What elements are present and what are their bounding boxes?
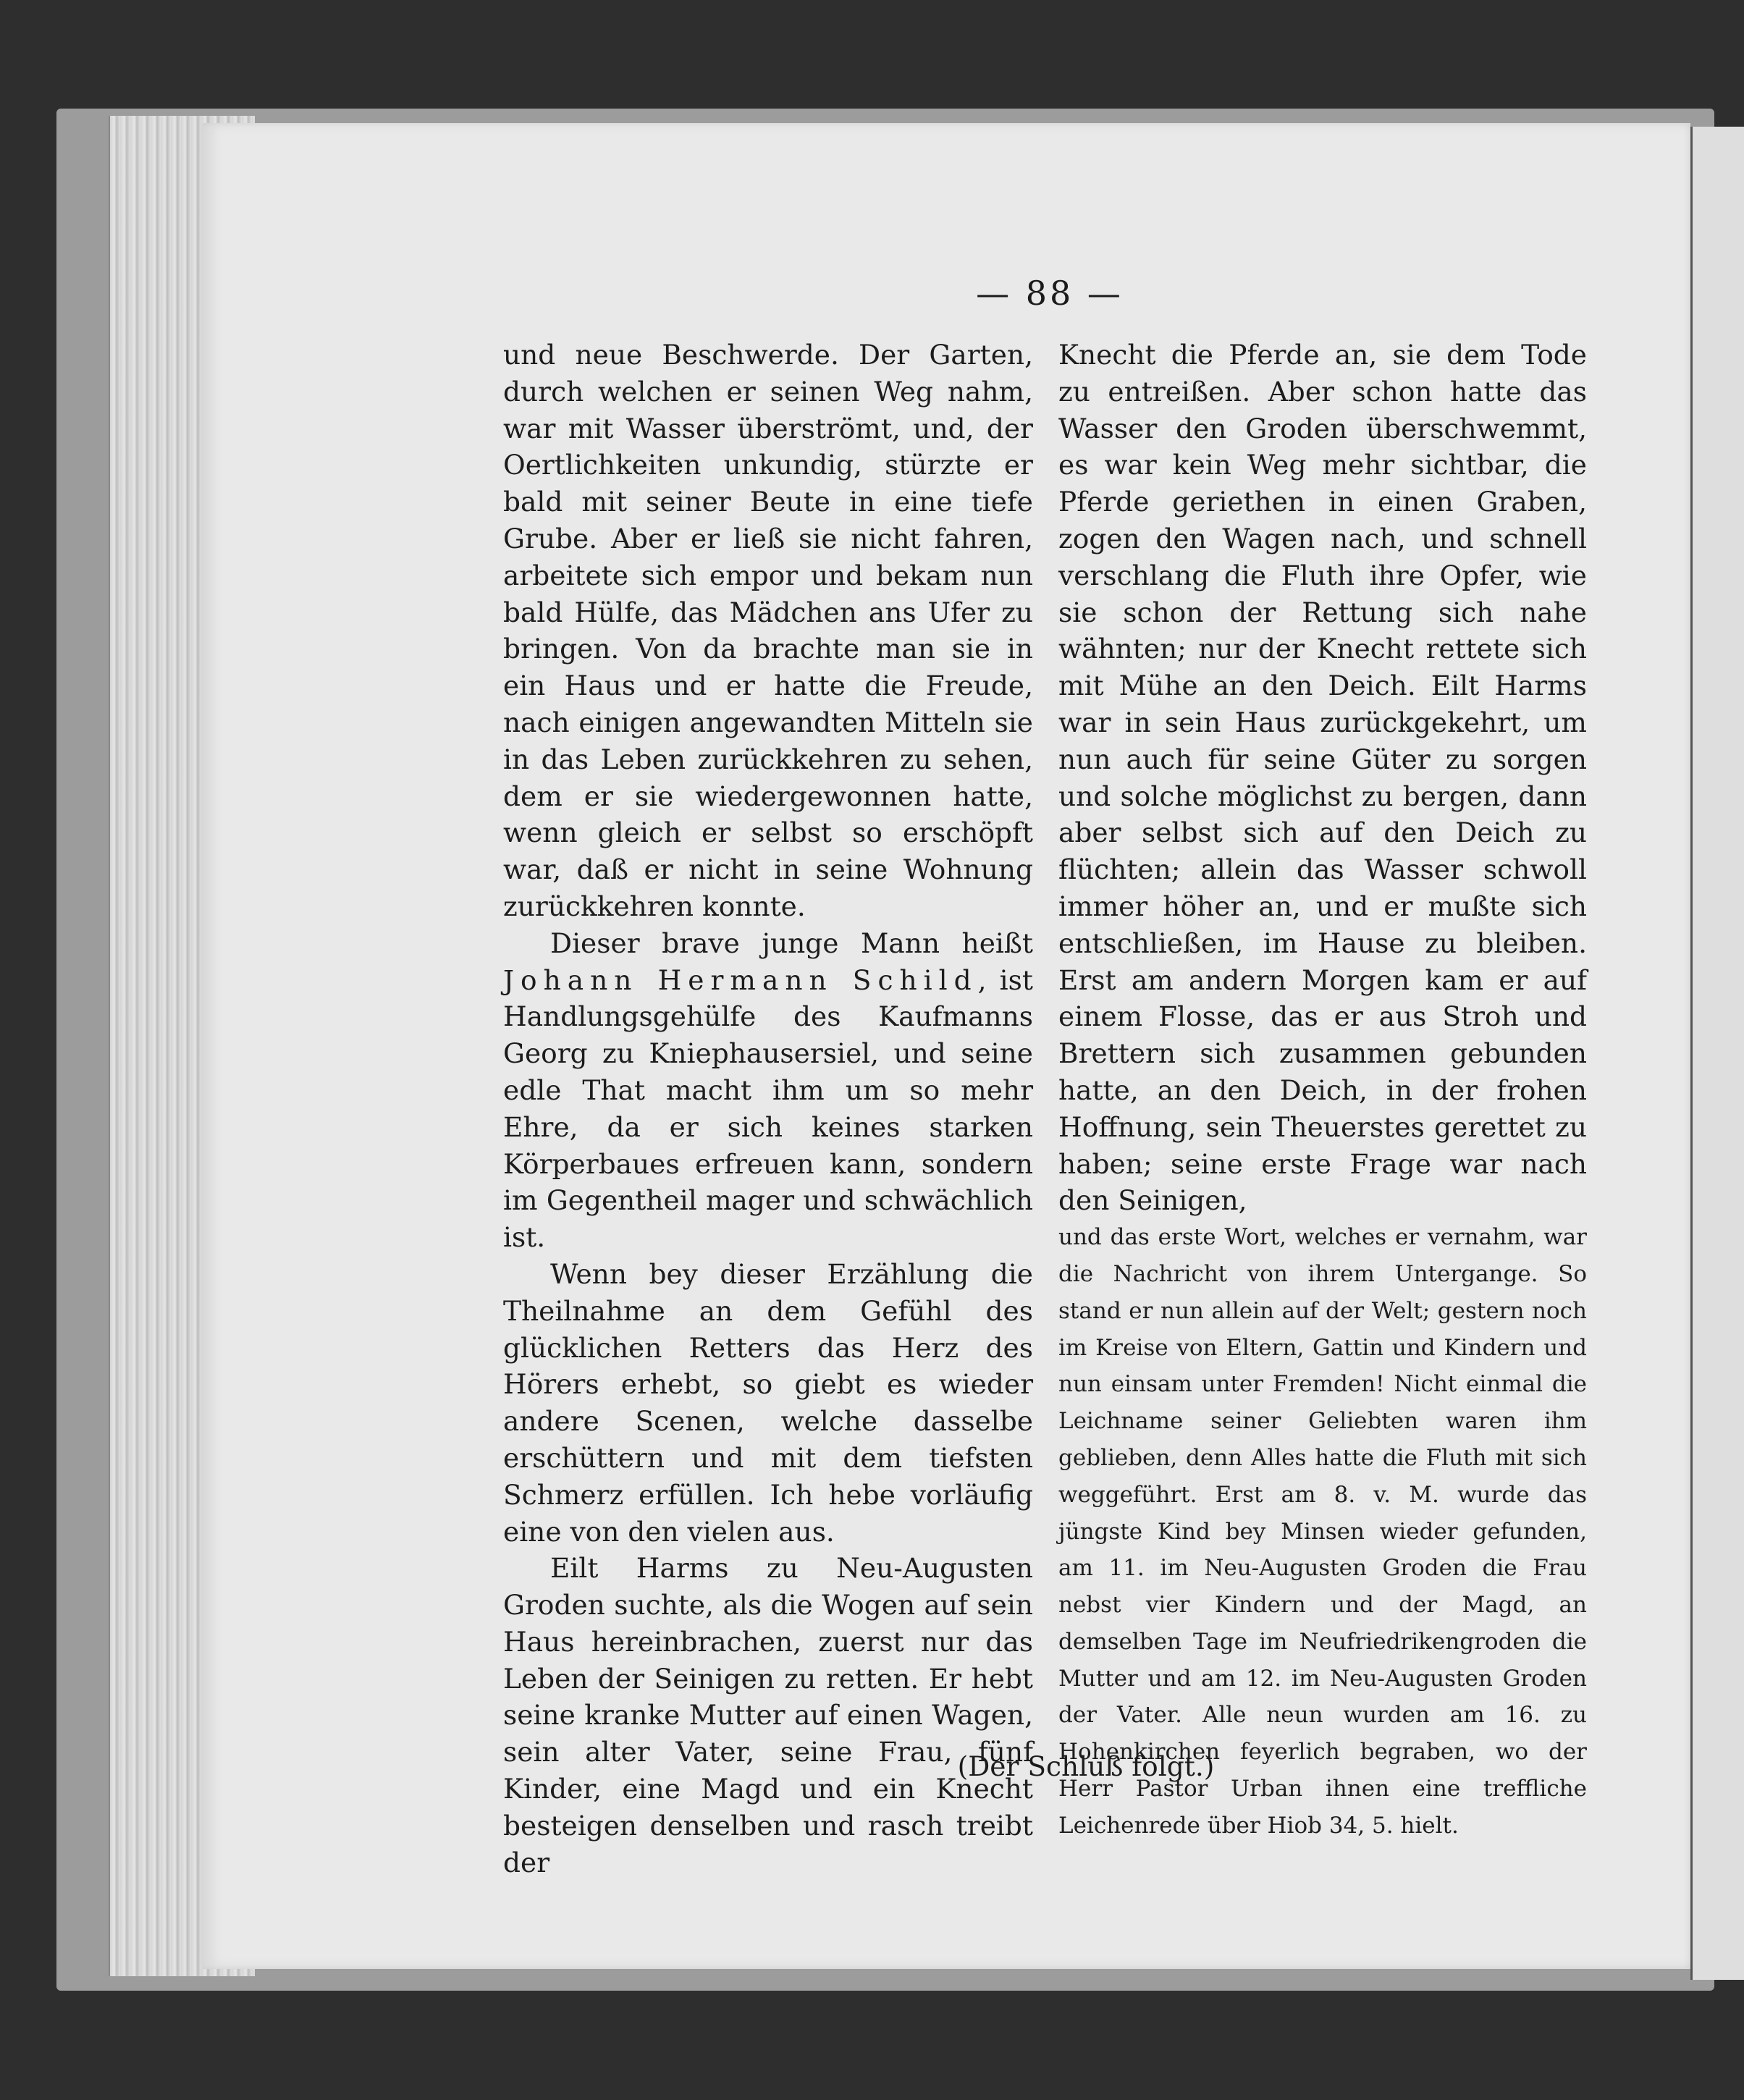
paragraph: Knecht die Pferde an, sie dem Tode zu entreißen. Aber schon hatte das Wasser den Groden überschwemmt, es war kein Weg mehr sichtbar, die Pferde geriethen in einen Graben, zogen den Wagen nach, und schnell verschlang die Fluth ihre Opfer, wie sie schon der Rettung sich nahe wähnten; nur der Knecht rettete sich mit Mühe an den Deich. Eilt Harms war in sein Haus zurückgekehrt, um nun auch für seine Güter zu sorgen und solche möglichst zu bergen, dann aber selbst sich auf den Deich zu flüchten; allein das Wasser schwoll immer höher an, und er mußte sich entschließen, im Hause zu bleiben. Erst am andern Morgen kam er auf einem Flosse, das er aus Stroh und Brettern sich zusammen gebunden hatte, an den Deich, in der frohen Hoffnung, sein Theuerstes gerettet zu haben; seine erste Frage war nach den Seinigen, [1058, 339, 1587, 1217]
left-column [503, 337, 1033, 1881]
paragraph: Wenn bey dieser Erzählung die Theilnahme an dem Gefühl des glücklichen Retters das Herz des Hörers erhebt, so giebt es wieder andere Scenen, welche dasselbe erschüttern und mit dem tiefsten Schmerz erfüllen. Ich hebe vorläufig eine von den vielen aus. [503, 1257, 1033, 1548]
paragraph-text: , ist Handlungsgehülfe des Kaufmanns Georg zu Kniephausersiel, und seine edle That macht ihm um so mehr Ehre, da er sich keines starken Körperbaues erfreuen kann, sondern im Gegentheil mager und schwächlich ist. [503, 963, 1033, 1254]
paragraph: Eilt Harms zu Neu-Augusten Groden suchte, als die Wogen auf sein Haus hereinbrachen, zuerst nur das Leben der Seinigen zu retten. Er hebt seine kranke Mutter auf einen Wagen, sein alter Vater, seine Frau, fünf Kinder, eine Magd und ein Knecht besteigen denselben und rasch treibt der [503, 1552, 1033, 1878]
continued-note: (Der Schluß folgt.) [957, 1750, 1215, 1782]
paragraph: und neue Beschwerde. Der Garten, durch welchen er seinen Weg nahm, war mit Wasser überströmt, und, der Oertlichkeiten unkundig, stürzte er bald mit seiner Beute in eine tiefe Grube. Aber er ließ sie nicht fahren, arbeitete sich empor und bekam nun bald Hülfe, das Mädchen ans Ufer zu bringen. Von da brachte man sie in ein Haus und er hatte die Freude, nach einigen angewandten Mitteln sie in das Leben zurückkehren zu sehen, dem er sie wiedergewonnen hatte, wenn gleich er selbst so erschöpft war, daß er nicht in seine Wohnung zurückkehren konnte. [503, 339, 1033, 922]
page-number: — 88 — [976, 274, 1124, 313]
paragraph [503, 925, 1033, 1256]
right-column [1058, 337, 1587, 1844]
person-name: Johann Hermann Schild [503, 963, 978, 996]
paragraph-small-type: und das erste Wort, welches er vernahm, war die Nachricht von ihrem Untergange. So stand er nun allein auf der Welt; gestern noch im Kreise von Eltern, Gattin und Kindern und nun einsam unter Fremden! Nicht einmal die Leichname seiner Geliebten waren ihm geblieben, denn Alles hatte die Fluth mit sich weggeführt. Erst am 8. v. M. wurde das jüngste Kind bey Minsen wieder gefunden, am 11. im Neu-Augusten Groden die Frau nebst vier Kindern und der Magd, an demselben Tage im Neufriedrikengroden die Mutter und am 12. im Neu-Augusten Groden der Vater. Alle neun wurden am 16. zu Hohenkirchen feyerlich begraben, wo der Herr Pastor Urban ihnen eine treffliche Leichenrede über Hiob 34, 5. hielt. [1058, 1224, 1587, 1839]
facing-page [1690, 127, 1744, 1980]
paragraph-text: Dieser brave junge Mann heißt [550, 927, 1033, 959]
